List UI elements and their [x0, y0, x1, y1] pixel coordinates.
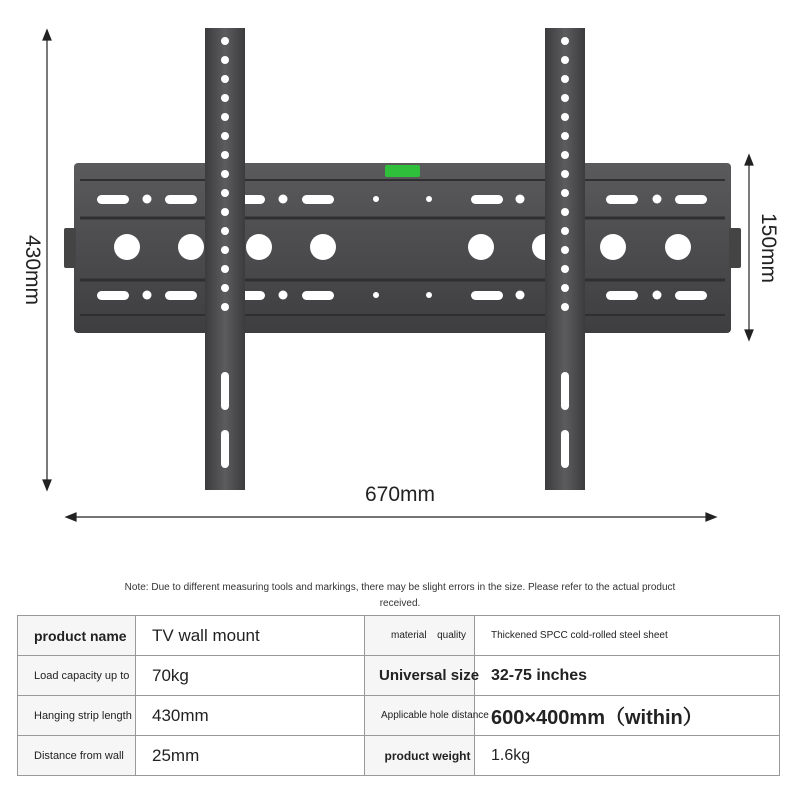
table-row	[18, 736, 780, 776]
spec-value: Thickened SPCC cold-rolled steel sheet	[475, 616, 780, 656]
height-dimension-label: 430mm	[21, 234, 44, 306]
spec-label: product name	[18, 616, 136, 656]
spec-value: 70kg	[136, 656, 365, 696]
spec-label: Universal size	[365, 656, 475, 696]
spec-label: Load capacity up to	[18, 656, 136, 696]
spec-table	[17, 615, 780, 776]
spec-label: Applicable hole distance	[365, 696, 475, 736]
spec-label: Distance from wall	[18, 736, 136, 776]
size-disclaimer-note: Note: Due to different measuring tools and markings, there may be slight errors in the size. Please refer to the actual product received.	[124, 582, 676, 609]
spec-label: product weight	[365, 736, 475, 776]
width-dimension-label: 670mm	[364, 483, 436, 506]
spec-value: 32-75 inches	[475, 656, 780, 696]
table-row	[18, 696, 780, 736]
spec-value: TV wall mount	[136, 616, 365, 656]
spec-label-part: quality	[437, 630, 466, 641]
horizontal-plate	[64, 163, 741, 333]
spec-value: 600×400mm（within）	[475, 696, 780, 736]
spec-label-part: material	[391, 630, 427, 641]
left-hanging-strip	[205, 28, 245, 490]
spec-label	[365, 616, 475, 656]
spec-value: 430mm	[136, 696, 365, 736]
right-hanging-strip	[545, 28, 585, 490]
level-bubble	[385, 165, 420, 177]
table-row	[18, 656, 780, 696]
table-row	[18, 616, 780, 656]
strip-height-dimension-label: 150mm	[757, 212, 780, 284]
spec-value: 1.6kg	[475, 736, 780, 776]
spec-value: 25mm	[136, 736, 365, 776]
spec-label: Hanging strip length	[18, 696, 136, 736]
